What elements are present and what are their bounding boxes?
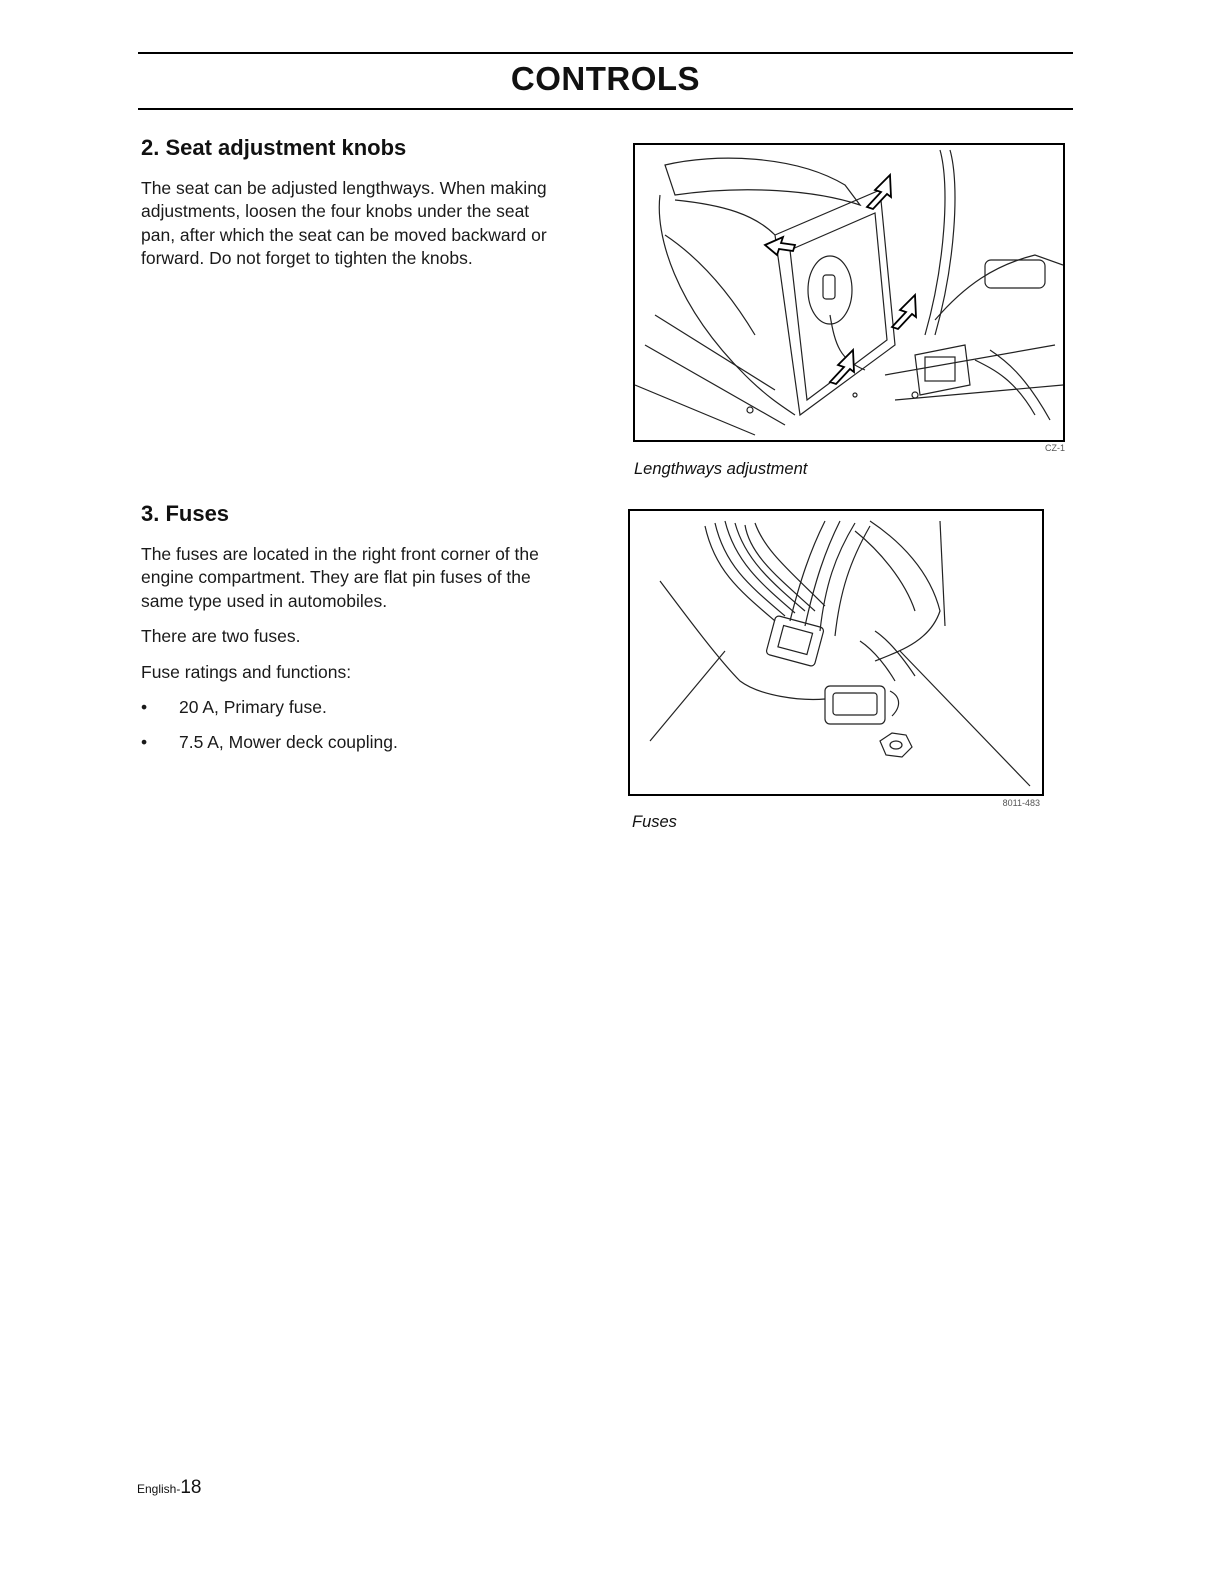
section-body-seat-adjustment	[141, 177, 551, 283]
list-item	[141, 696, 551, 719]
page-footer	[137, 1477, 202, 1499]
bullet-icon: •	[141, 732, 148, 753]
seat-adjustment-illustration	[635, 145, 1063, 440]
bullet-icon: •	[141, 697, 148, 718]
paragraph: The fuses are located in the right front corner of the engine compartment. They are flat pin fuses of the same type used in automobiles.	[141, 544, 539, 611]
list-item	[141, 731, 551, 754]
header-bottom-rule	[138, 108, 1073, 110]
figure-seat-adjustment	[633, 143, 1065, 442]
page-title: CONTROLS	[510, 60, 701, 97]
paragraph: There are two fuses.	[141, 626, 301, 647]
paragraph: The seat can be adjusted lengthways. When making adjustments, loosen the four knobs under the seat pan, after which the seat can be moved backward or forward. Do not forget to tighten the knobs.	[141, 178, 547, 269]
page-number: 18	[180, 1477, 202, 1498]
list-item-text: 7.5 A, Mower deck coupling.	[179, 732, 398, 753]
paragraph: Fuse ratings and functions:	[141, 661, 352, 682]
figure-fuses	[628, 509, 1044, 796]
list-item-text: 20 A, Primary fuse.	[179, 697, 327, 718]
fuses-illustration	[630, 511, 1042, 794]
figure-code: 8011-483	[1002, 798, 1040, 808]
header-top-rule	[138, 52, 1073, 54]
figure-code: CZ-1	[1045, 443, 1065, 453]
footer-prefix: English-	[137, 1482, 181, 1496]
section-heading-seat-adjustment: 2. Seat adjustment knobs	[141, 135, 407, 160]
figure-caption: Fuses	[632, 813, 677, 831]
section-heading-fuses: 3. Fuses	[141, 501, 230, 526]
figure-caption: Lengthways adjustment	[634, 460, 808, 478]
section-body-fuses	[141, 543, 551, 767]
